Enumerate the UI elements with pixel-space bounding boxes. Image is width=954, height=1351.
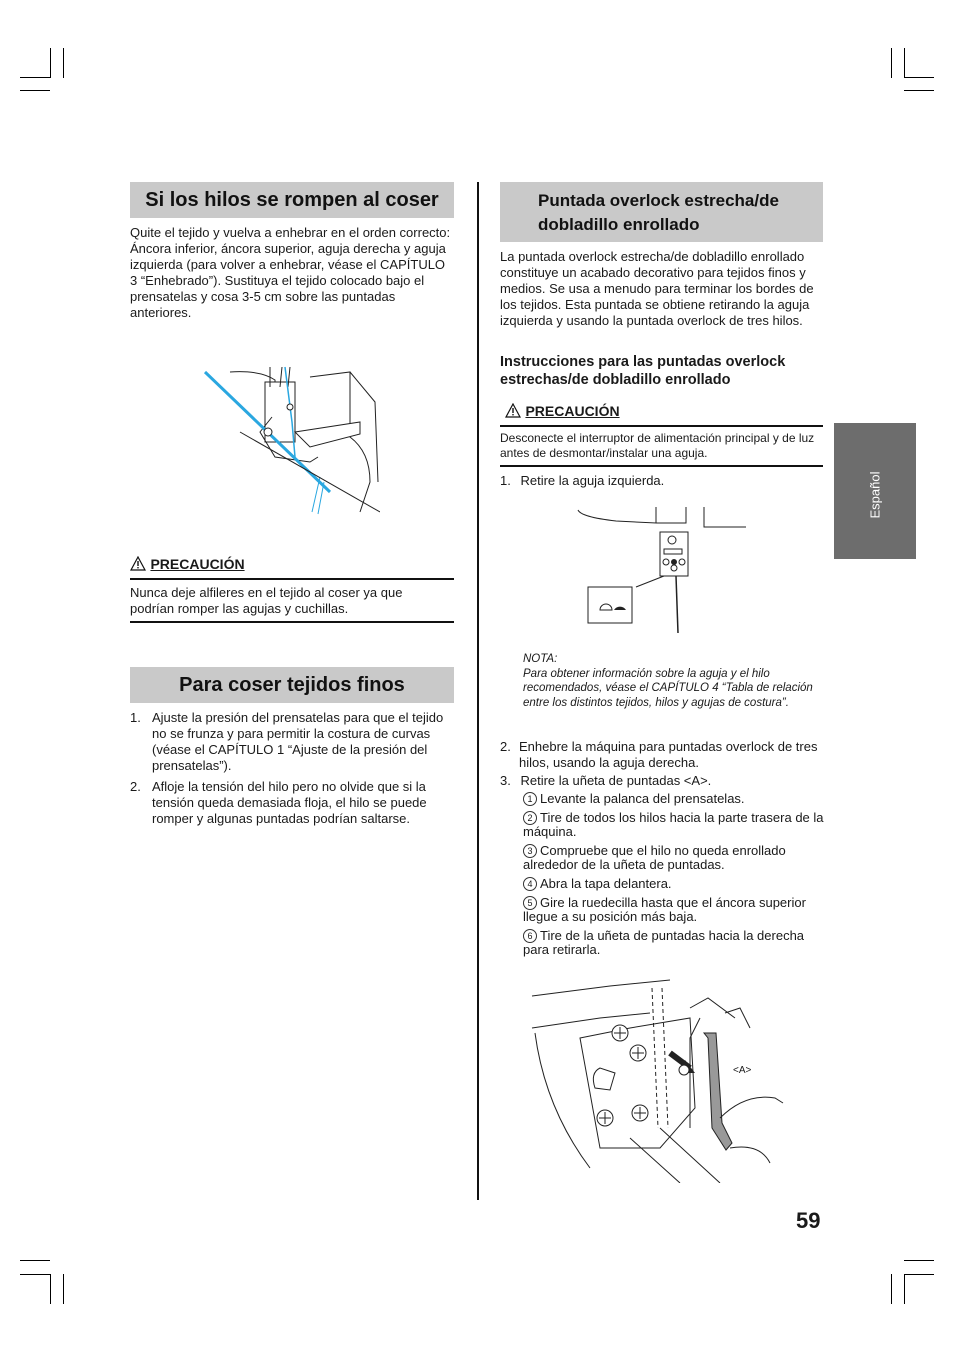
caution-text-1: Nunca deje alfileres en el tejido al coser ya que podrían romper las agujas y cuchillas.: [130, 585, 403, 616]
caution-text-2: Desconecte el interruptor de alimentación principal y de luz antes de desmontar/instalar una aguja.: [500, 431, 815, 460]
section-heading-hilos: [130, 182, 454, 218]
substep-list: [523, 792, 825, 958]
number-badge: 4: [523, 877, 537, 891]
warning-icon: [505, 403, 521, 418]
number-badge: 3: [523, 844, 537, 858]
note-text: Para obtener información sobre la aguja y el hilo recomendados, véase el CAPÍTULO 4 “Tabla de relación entre los distintos tejidos, hilos y agujas de costura”.: [523, 667, 813, 709]
warning-icon: [130, 556, 146, 571]
step-item: 3. Retire la uñeta de puntadas <A>.: [500, 773, 712, 788]
overlock-intro: La puntada overlock estrecha/de dobladillo enrollado constituye un acabado decorativo para tejidos finos y medios. Se usa a menudo para terminar los bordes de los tejidos. Esta puntada se obtiene retirando la aguja izquierda y usando la puntada overlock de tres hilos.: [500, 249, 814, 328]
step-item: 2. Enhebre la máquina para puntadas overlock de tres hilos, usando la aguja derecha.: [500, 739, 818, 770]
page-number: 59: [796, 1208, 821, 1233]
caution-block-2: [505, 403, 823, 421]
section-heading-finos: [130, 667, 454, 703]
caution-rule-top: [500, 425, 823, 427]
caution-rule-bottom: [500, 465, 823, 467]
list-item: 2. Afloje la tensión del hilo pero no olvide que si la tensión queda demasiada floja, el hilo se puede romper y algunas puntadas podrían saltarse.: [130, 779, 427, 826]
stitch-finger-illustration: [530, 978, 785, 1183]
section-title: Para coser tejidos finos: [179, 674, 405, 696]
heading-line-1: Puntada overlock estrecha/de: [538, 191, 779, 210]
list-item: 6 Tire de la uñeta de puntadas hacia la derecha para retirarla.: [523, 927, 805, 958]
list-item: 3 Compruebe que el hilo no queda enrollado alrededor de la uñeta de puntadas.: [523, 842, 786, 873]
caution-rule-top: [130, 578, 454, 580]
caution-block-1: [130, 556, 454, 574]
number-badge: 6: [523, 929, 537, 943]
list-item: 5 Gire la ruedecilla hasta que el áncora superior llegue a su posición más baja.: [523, 894, 806, 925]
note-block: [523, 652, 823, 710]
figure-label-a: <A>: [733, 1065, 752, 1076]
column-divider: [477, 182, 479, 1200]
section-title: Si los hilos se rompen al coser: [145, 189, 439, 211]
list-item: 1 Levante la palanca del prensatelas.: [523, 792, 825, 807]
language-side-tab: [834, 423, 916, 559]
language-label: Español: [867, 471, 883, 519]
list-item: 2 Tire de todos los hilos hacia la parte trasera de la máquina.: [523, 809, 824, 840]
section-body-hilos: Quite el tejido y vuelva a enhebrar en el orden correcto: Áncora inferior, áncora superior, aguja derecha y aguja izquierda (para volver a enhebrar, véase el CAPÍTULO 3 “Enhebrado”). Sustituya el tejido colocado bajo el prensatelas y cosa 3-5 cm sobre las puntadas anteriores.: [130, 225, 451, 320]
note-label: NOTA:: [523, 653, 558, 665]
caution-rule-bottom: [130, 621, 454, 623]
number-badge: 1: [523, 792, 537, 806]
step-item: 1. Retire la aguja izquierda.: [500, 473, 665, 488]
instructions-subheading: Instrucciones para las puntadas overlock estrechas/de dobladillo enrollado: [500, 354, 786, 388]
caution-label: PRECAUCIÓN: [150, 556, 245, 572]
list-item: 4 Abra la tapa delantera.: [523, 877, 825, 892]
thread-illustration: [200, 362, 380, 517]
list-item: 1. Ajuste la presión del prensatelas para que el tejido no se frunza y para permitir la costura de curvas (véase el CAPÍTULO 1 “Ajuste de la presión del prensatelas”).: [130, 710, 444, 773]
number-badge: 2: [523, 811, 537, 825]
heading-line-2: dobladillo enrollado: [538, 215, 700, 234]
needle-illustration: [576, 505, 748, 633]
caution-label: PRECAUCIÓN: [525, 403, 620, 419]
section-heading-overlock: [500, 182, 823, 242]
number-badge: 5: [523, 896, 537, 910]
